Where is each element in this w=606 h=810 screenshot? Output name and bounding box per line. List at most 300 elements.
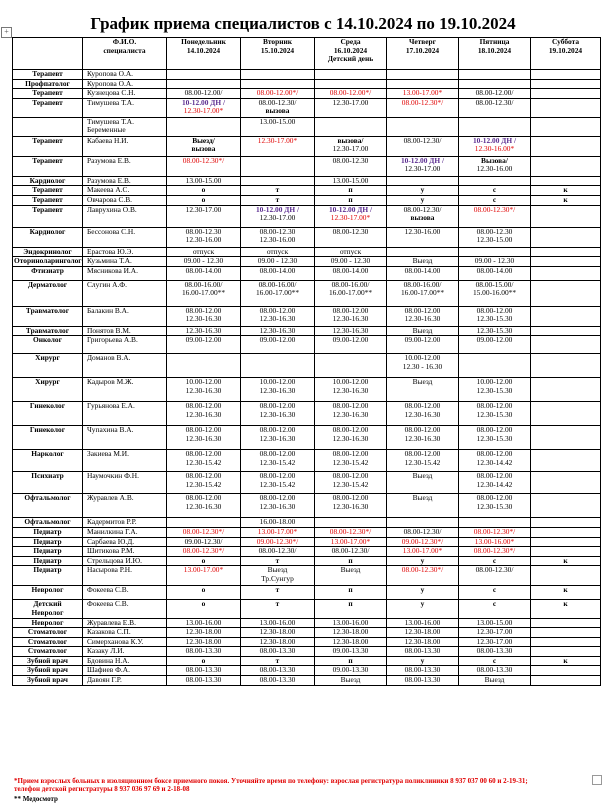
- schedule-cell: [241, 98, 315, 117]
- schedule-time: у: [420, 585, 425, 595]
- doctor-name-cell: Кабаева Н.И.: [83, 136, 167, 156]
- schedule-cell: [387, 556, 459, 566]
- schedule-cell: [459, 70, 531, 80]
- schedule-cell: [459, 205, 531, 227]
- schedule-cell: [459, 266, 531, 280]
- schedule-cell: [241, 600, 315, 618]
- schedule-cell: [167, 566, 241, 586]
- schedule-cell: [315, 527, 387, 537]
- schedule-time: вызова/: [337, 136, 364, 145]
- schedule-cell: [531, 354, 601, 378]
- table-row: [13, 266, 601, 280]
- schedule-time: 12.30-16.30: [259, 326, 296, 335]
- schedule-cell: [241, 647, 315, 657]
- doctor-name-cell: Ерастова Ю.Э.: [83, 247, 167, 257]
- doctor-name-cell: Фокеева С.В.: [83, 600, 167, 618]
- schedule-cell: [167, 354, 241, 378]
- table-row: [13, 527, 601, 537]
- schedule-cell: [315, 336, 387, 354]
- table-row: [13, 402, 601, 426]
- schedule-time: 08.00-12.00: [332, 401, 369, 411]
- schedule-cell: [315, 266, 387, 280]
- schedule-time: 08.00-12.00*/: [256, 88, 299, 98]
- schedule-time: 08.00-13.30: [259, 665, 296, 675]
- schedule-cell: [241, 227, 315, 247]
- schedule-cell: [241, 472, 315, 494]
- schedule-cell: [531, 537, 601, 547]
- specialty-cell: Невролог: [13, 618, 83, 628]
- schedule-time: Выезд: [267, 565, 288, 575]
- doctor-name-cell: Бессонова С.Н.: [83, 227, 167, 247]
- doctor-name-cell: Макеева А.С.: [83, 186, 167, 196]
- column-header: Понедельник 14.10.2024: [167, 38, 241, 70]
- schedule-cell: [459, 378, 531, 402]
- schedule-time: 12.30-16.30: [185, 314, 222, 324]
- schedule-time: 08.00-12.30: [259, 227, 296, 236]
- specialty-cell: Педиатр: [13, 537, 83, 547]
- schedule-cell: [531, 647, 601, 657]
- schedule-time: 12.30-16.00: [404, 227, 441, 236]
- schedule-time: 12.30-18.00: [404, 627, 441, 637]
- table-row: [13, 98, 601, 117]
- schedule-time: 08.00-12.00: [259, 401, 296, 411]
- specialty-cell: Детский Невролог: [13, 600, 83, 618]
- schedule-time: к: [563, 185, 568, 195]
- table-row: [13, 628, 601, 638]
- schedule-cell: [167, 156, 241, 176]
- schedule-cell: [315, 280, 387, 306]
- schedule-time: с: [492, 185, 497, 195]
- schedule-time: 13.00-17.00*: [402, 546, 443, 556]
- schedule-cell: [167, 336, 241, 354]
- schedule-time: 12.30-16.00*: [474, 144, 515, 154]
- schedule-time: 08.00-12.00: [259, 306, 296, 315]
- schedule-cell: [531, 494, 601, 518]
- doctor-name-cell: Кадермитов Р.Р.: [83, 518, 167, 528]
- schedule-time: 08.00-14.00: [332, 266, 369, 275]
- schedule-time: 10.00-12.00: [185, 377, 222, 387]
- schedule-cell: [459, 676, 531, 686]
- schedule-cell: [387, 117, 459, 136]
- schedule-cell: [241, 556, 315, 566]
- schedule-time: 13.00-17.00*: [330, 537, 371, 546]
- schedule-time: о: [201, 185, 206, 195]
- schedule-time: с: [492, 599, 497, 609]
- specialty-cell: Педиатр: [13, 556, 83, 566]
- schedule-time: 10.00-12.00: [332, 377, 369, 387]
- schedule-time: п: [348, 195, 353, 204]
- specialty-cell: Эндокринолог: [13, 247, 83, 257]
- schedule-cell: [167, 547, 241, 557]
- specialty-cell: Гинеколог: [13, 402, 83, 426]
- schedule-time: 12.30-17.00: [185, 205, 222, 214]
- schedule-time: с: [492, 195, 497, 204]
- schedule-cell: [387, 600, 459, 618]
- table-row: [13, 257, 601, 267]
- schedule-time: Выезд/: [192, 136, 215, 145]
- schedule-cell: [241, 547, 315, 557]
- table-row: [13, 156, 601, 176]
- schedule-time: 08.00-13.30: [259, 646, 296, 656]
- schedule-time: 08.00-16.00/: [258, 280, 297, 289]
- schedule-time: 16.00-17.00**: [181, 288, 226, 298]
- schedule-time: к: [563, 599, 568, 609]
- schedule-cell: [315, 586, 387, 600]
- schedule-time: о: [201, 656, 206, 665]
- schedule-cell: [315, 518, 387, 528]
- schedule-time: 08.00-12.30/: [403, 136, 442, 145]
- schedule-cell: [315, 306, 387, 326]
- schedule-cell: [459, 472, 531, 494]
- schedule-time: 08.00-12.30: [476, 227, 513, 236]
- schedule-cell: [459, 647, 531, 657]
- schedule-cell: [167, 247, 241, 257]
- schedule-time: 12.30-15.42: [332, 457, 369, 467]
- schedule-cell: [315, 450, 387, 472]
- schedule-time: 08.00-12.30*/: [182, 546, 225, 556]
- schedule-cell: [459, 547, 531, 557]
- schedule-time: 13.00-15.00: [476, 618, 513, 627]
- schedule-time: 12.30-16.30: [259, 385, 296, 395]
- schedule-cell: [531, 227, 601, 247]
- schedule-cell: [315, 676, 387, 686]
- schedule-time: 12.30-15.42: [404, 457, 441, 467]
- table-row: [13, 136, 601, 156]
- table-row: [13, 354, 601, 378]
- schedule-cell: [387, 656, 459, 666]
- schedule-cell: [315, 354, 387, 378]
- schedule-cell: [531, 600, 601, 618]
- table-row: [13, 450, 601, 472]
- doctor-name-cell: Кузьмина Т.А.: [83, 257, 167, 267]
- schedule-time: 12.30-16.30: [404, 433, 441, 443]
- schedule-cell: [531, 89, 601, 99]
- schedule-time: 12.30-15.30: [476, 433, 513, 443]
- schedule-cell: [315, 326, 387, 336]
- schedule-time: 08.00-12.00: [476, 401, 513, 411]
- schedule-cell: [167, 186, 241, 196]
- specialty-cell: Невролог: [13, 586, 83, 600]
- schedule-cell: [531, 98, 601, 117]
- schedule-time: о: [201, 599, 206, 609]
- schedule-time: т: [275, 585, 280, 595]
- doctor-name-cell: Манилкина Г.А.: [83, 527, 167, 537]
- schedule-cell: [167, 472, 241, 494]
- schedule-time: 12.30-16.30: [259, 501, 296, 511]
- schedule-cell: [387, 266, 459, 280]
- schedule-cell: [167, 666, 241, 676]
- schedule-time: п: [348, 656, 353, 665]
- schedule-cell: [387, 402, 459, 426]
- table-row: [13, 326, 601, 336]
- schedule-cell: [387, 336, 459, 354]
- schedule-cell: [241, 656, 315, 666]
- schedule-cell: [531, 378, 601, 402]
- specialty-cell: Зубной врач: [13, 656, 83, 666]
- schedule-cell: [241, 637, 315, 647]
- specialty-cell: Зубной врач: [13, 676, 83, 686]
- schedule-cell: [459, 494, 531, 518]
- schedule-cell: [531, 426, 601, 450]
- schedule-time: 12.30-18.00: [259, 637, 296, 646]
- schedule-time: 12.30-18.00: [185, 627, 222, 637]
- doctor-name-cell: Доманов В.А.: [83, 354, 167, 378]
- schedule-time: 13.00-16.00: [332, 618, 369, 627]
- schedule-time: 10.00-12.00: [259, 377, 296, 387]
- schedule-time: 12.30-16.30: [185, 501, 222, 511]
- schedule-time: с: [492, 585, 497, 595]
- schedule-time: у: [420, 599, 425, 609]
- schedule-cell: [459, 656, 531, 666]
- schedule-time: о: [201, 585, 206, 595]
- schedule-cell: [241, 494, 315, 518]
- schedule-time: 16.00-17.00**: [400, 288, 445, 298]
- schedule-cell: [459, 326, 531, 336]
- schedule-time: 08.00-13.30: [404, 646, 441, 656]
- schedule-cell: [315, 156, 387, 176]
- schedule-time: 09.00-12.00: [404, 335, 441, 345]
- schedule-time: 12.30-16.00: [259, 235, 296, 245]
- schedule-time: 13.00-15.00: [259, 117, 296, 126]
- table-row: [13, 586, 601, 600]
- table-row: [13, 618, 601, 628]
- schedule-time: о: [201, 556, 206, 565]
- schedule-cell: [241, 186, 315, 196]
- schedule-cell: [167, 518, 241, 528]
- schedule-cell: [315, 89, 387, 99]
- schedule-cell: [459, 586, 531, 600]
- schedule-cell: [241, 247, 315, 257]
- schedule-time: 08.00-12.00: [259, 493, 296, 503]
- table-move-handle-icon[interactable]: +: [1, 27, 12, 38]
- schedule-cell: [387, 666, 459, 676]
- schedule-time: 08.00-12.00: [404, 401, 441, 411]
- specialty-cell: Офтальмолог: [13, 494, 83, 518]
- schedule-cell: [241, 618, 315, 628]
- resize-handle-icon[interactable]: [592, 775, 602, 785]
- schedule-cell: [387, 176, 459, 186]
- schedule-cell: [241, 378, 315, 402]
- schedule-cell: [387, 79, 459, 89]
- schedule-time: отпуск: [192, 247, 215, 256]
- schedule-cell: [315, 98, 387, 117]
- schedule-cell: [459, 89, 531, 99]
- schedule-cell: [167, 494, 241, 518]
- specialty-cell: Профпатолог: [13, 79, 83, 89]
- schedule-cell: [459, 537, 531, 547]
- schedule-cell: [531, 556, 601, 566]
- schedule-time: 12.30-16.30: [259, 314, 296, 324]
- schedule-cell: [387, 586, 459, 600]
- schedule-cell: [167, 176, 241, 186]
- schedule-time: к: [563, 656, 568, 665]
- schedule-time: 12.30-16.30: [185, 409, 222, 419]
- schedule-time: 08.00-13.30: [476, 665, 513, 675]
- schedule-time: 12.30-15.42: [259, 457, 296, 467]
- schedule-cell: [387, 628, 459, 638]
- schedule-cell: [459, 156, 531, 176]
- schedule-cell: [387, 527, 459, 537]
- column-header: Четверг 17.10.2024: [387, 38, 459, 70]
- schedule-cell: [387, 227, 459, 247]
- doctor-name-cell: Разумова Е.В.: [83, 176, 167, 186]
- schedule-time: 12.30-17.00: [332, 98, 369, 107]
- schedule-cell: [531, 117, 601, 136]
- schedule-cell: [241, 354, 315, 378]
- doctor-name-cell: Симерханова К.У.: [83, 637, 167, 647]
- schedule-cell: [531, 628, 601, 638]
- schedule-cell: [531, 195, 601, 205]
- schedule-time: 08.00-12.00: [332, 493, 369, 503]
- table-row: [13, 336, 601, 354]
- schedule-cell: [241, 402, 315, 426]
- column-header: Среда 16.10.2024 Детский день: [315, 38, 387, 70]
- table-row: [13, 205, 601, 227]
- schedule-cell: [459, 600, 531, 618]
- schedule-time: отпуск: [339, 247, 362, 256]
- schedule-time: 08.00-12.30*/: [182, 527, 225, 536]
- schedule-time: 12.30-17.00: [332, 144, 369, 154]
- schedule-cell: [315, 70, 387, 80]
- schedule-cell: [315, 494, 387, 518]
- schedule-time: 12.30-15.42: [185, 479, 222, 489]
- schedule-time: 12.30-16.30: [332, 385, 369, 395]
- schedule-cell: [531, 586, 601, 600]
- schedule-time: 13.00-17.00*: [183, 565, 224, 575]
- schedule-time: 16.00-18.00: [259, 517, 296, 527]
- schedule-time: 13.00-17.00*: [257, 527, 298, 536]
- schedule-cell: [167, 618, 241, 628]
- page-title: График приема специалистов с 14.10.2024 по 19.10.2024: [90, 14, 516, 33]
- schedule-cell: [387, 618, 459, 628]
- doctor-name-cell: Сарбаева Ю.Д.: [83, 537, 167, 547]
- table-row: [13, 494, 601, 518]
- schedule-time: 08.00-12.30: [185, 227, 222, 236]
- schedule-time: у: [420, 556, 425, 565]
- schedule-time: 12.30-16.30: [259, 409, 296, 419]
- schedule-time: вызова: [191, 144, 216, 154]
- schedule-time: т: [275, 195, 280, 204]
- schedule-cell: [387, 98, 459, 117]
- schedule-time: 08.00-16.00/: [331, 280, 370, 289]
- schedule-cell: [241, 450, 315, 472]
- schedule-time: 08.00-12.30/: [403, 205, 442, 214]
- schedule-time: 09.00-12.00: [185, 335, 222, 345]
- schedule-cell: [387, 378, 459, 402]
- schedule-cell: [315, 247, 387, 257]
- schedule-cell: [387, 156, 459, 176]
- specialty-cell: Онколог: [13, 336, 83, 354]
- schedule-cell: [167, 98, 241, 117]
- schedule-time: 08.00-12.30*/: [401, 98, 444, 107]
- schedule-cell: [531, 527, 601, 537]
- schedule-time: 08.00-16.00/: [184, 280, 223, 289]
- table-row: [13, 676, 601, 686]
- schedule-time: Вызова/: [481, 156, 508, 165]
- schedule-time: 12.30-15.42: [259, 479, 296, 489]
- doctor-name-cell: Куропова О.А.: [83, 79, 167, 89]
- schedule-time: 12.30-14.42: [476, 479, 513, 489]
- schedule-time: 08.00-12.00/: [475, 88, 514, 98]
- schedule-time: 13.00-15.00: [185, 176, 222, 185]
- schedule-cell: [387, 195, 459, 205]
- schedule-cell: [167, 527, 241, 537]
- schedule-time: 08.00-12.30/: [475, 565, 514, 575]
- schedule-cell: [241, 566, 315, 586]
- schedule-time: 12.30-16.30: [332, 326, 369, 335]
- doctor-name-cell: Журавлев А.В.: [83, 494, 167, 518]
- specialty-cell: Педиатр: [13, 566, 83, 586]
- specialty-cell: Терапевт: [13, 136, 83, 156]
- schedule-time: 08.00-15.00/: [475, 280, 514, 289]
- schedule-cell: [241, 676, 315, 686]
- schedule-cell: [241, 518, 315, 528]
- specialty-cell: Оториноларинголог: [14, 256, 82, 266]
- schedule-cell: [241, 527, 315, 537]
- schedule-time: 09.00-12.00: [259, 335, 296, 345]
- schedule-time: 15.00-16.00**: [472, 288, 517, 298]
- schedule-time: Тр.Сунгур: [261, 573, 294, 583]
- table-row: [13, 176, 601, 186]
- specialty-cell: Педиатр: [13, 527, 83, 537]
- schedule-cell: [315, 647, 387, 657]
- schedule-time: 12.30-16.30: [185, 385, 222, 395]
- schedule-cell: [459, 336, 531, 354]
- schedule-cell: [167, 426, 241, 450]
- schedule-cell: [241, 326, 315, 336]
- schedule-time: п: [348, 185, 353, 195]
- schedule-time: у: [420, 656, 425, 665]
- schedule-cell: [387, 518, 459, 528]
- doctor-name-cell: Стрельцова И.Ю.: [83, 556, 167, 566]
- specialty-cell: Травматолог: [13, 306, 83, 326]
- schedule-cell: [315, 195, 387, 205]
- schedule-cell: [315, 556, 387, 566]
- schedule-cell: [167, 586, 241, 600]
- schedule-cell: [531, 547, 601, 557]
- schedule-time: 12.30-15.42: [332, 479, 369, 489]
- schedule-cell: [387, 450, 459, 472]
- schedule-cell: [459, 556, 531, 566]
- schedule-time: 08.00-13.30: [404, 675, 441, 685]
- schedule-time: 12.30-16.30: [332, 314, 369, 324]
- schedule-time: 08.00-12.30: [332, 156, 369, 165]
- schedule-cell: [315, 227, 387, 247]
- schedule-time: т: [275, 656, 280, 665]
- schedule-cell: [241, 426, 315, 450]
- schedule-time: Выезд: [412, 471, 433, 481]
- schedule-cell: [315, 402, 387, 426]
- schedule-time: 12.30-15.30: [476, 314, 513, 324]
- schedule-cell: [387, 547, 459, 557]
- schedule-cell: [167, 628, 241, 638]
- schedule-cell: [167, 117, 241, 136]
- schedule-cell: [167, 70, 241, 80]
- schedule-time: 12.30-17.00: [476, 627, 513, 637]
- schedule-cell: [531, 247, 601, 257]
- schedule-time: 09.00 - 12.30: [330, 256, 371, 266]
- schedule-cell: [531, 566, 601, 586]
- schedule-time: 09.00-13.30: [332, 646, 369, 656]
- table-row: [13, 186, 601, 196]
- schedule-time: 08.00-12.00: [476, 493, 513, 503]
- doctor-name-cell: Мясникова И.А.: [83, 266, 167, 280]
- doctor-name-cell: Казакова С.П.: [83, 628, 167, 638]
- table-row: [13, 556, 601, 566]
- schedule-cell: [241, 280, 315, 306]
- schedule-time: 08.00-14.00: [404, 266, 441, 275]
- specialty-cell: Терапевт: [13, 186, 83, 196]
